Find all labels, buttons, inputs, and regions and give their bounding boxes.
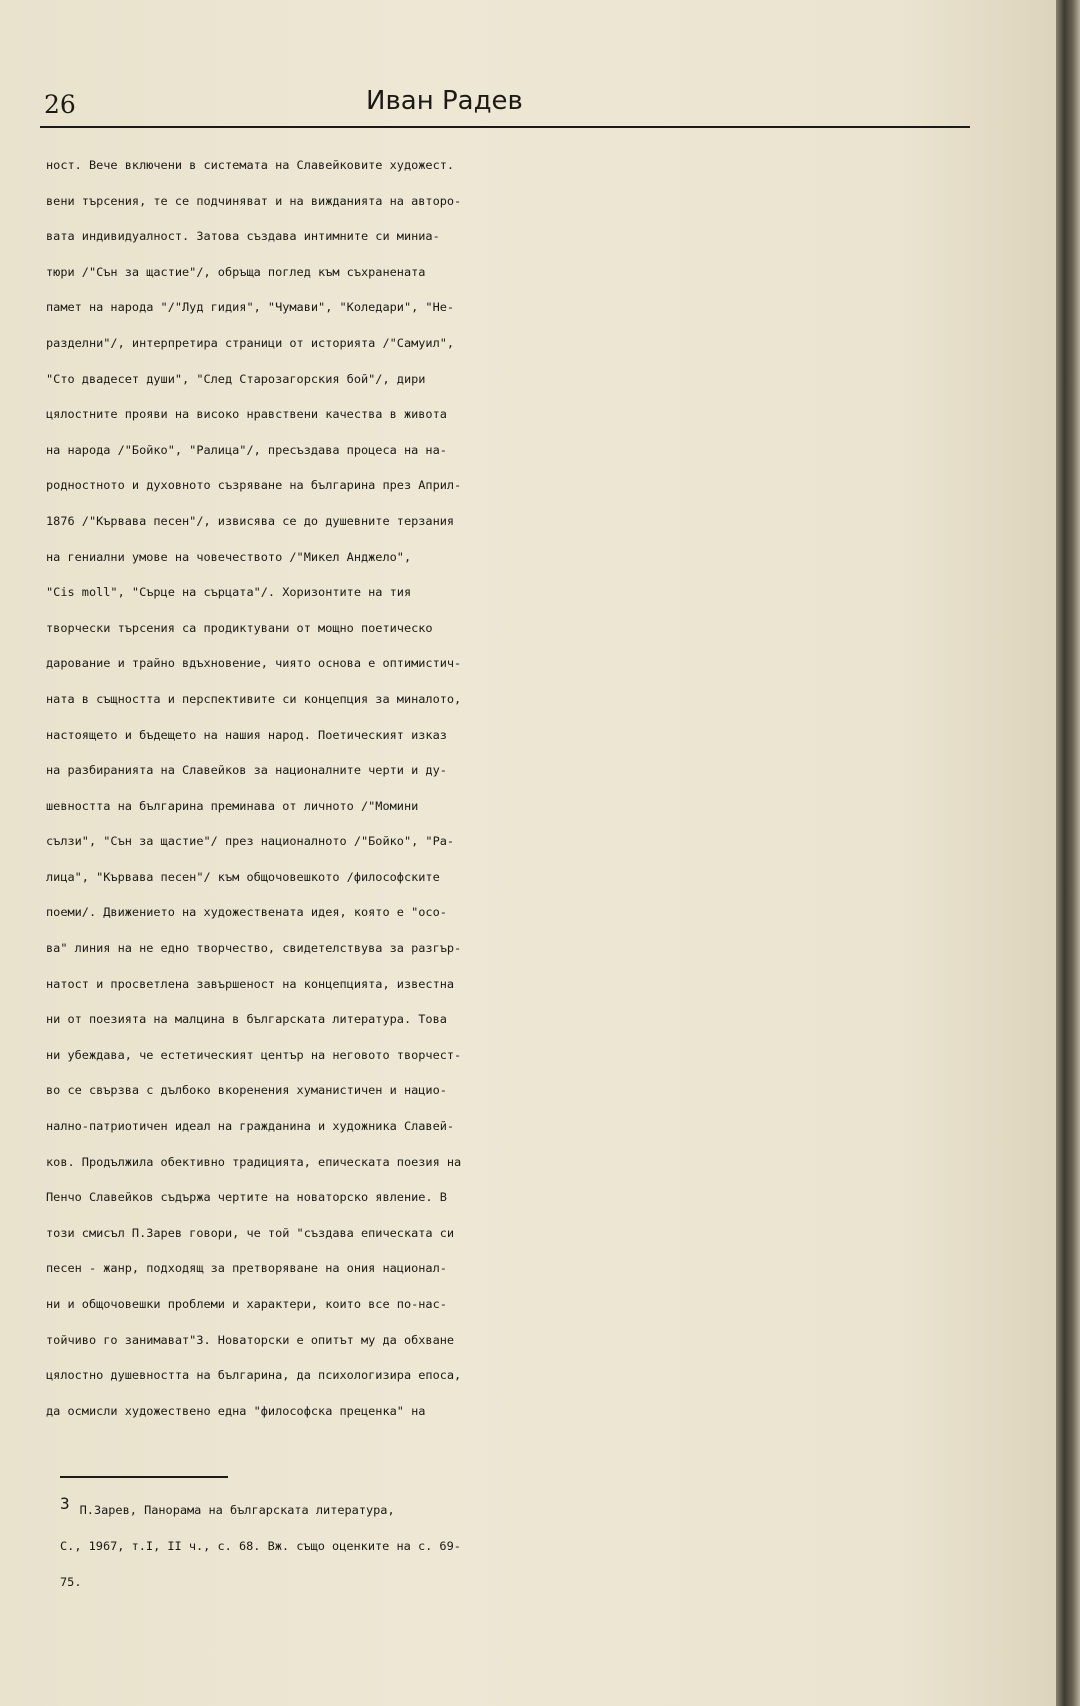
text-line: тойчиво го занимават"3. Новаторски е опитът му да обхване bbox=[46, 1332, 455, 1347]
text-line: на народа /"Бойко", "Ралица"/, пресъздава процеса на на- bbox=[46, 442, 447, 457]
text-line: родностното и духовното съзряване на българина през Април- bbox=[46, 478, 462, 493]
text-line: натост и просветлена завършеност на концепцията, известна bbox=[46, 976, 455, 991]
text-line: нално-патриотичен идеал на гражданина и художника Славей- bbox=[46, 1119, 455, 1134]
footnote-line: С., 1967, т.I, II ч., с. 68. Вж. също оценките на с. 69- bbox=[60, 1539, 461, 1553]
text-line: на разбиранията на Славейков за националните черти и ду- bbox=[46, 763, 447, 778]
text-line: памет на народа "/"Луд гидия", "Чумави", "Коледари", "Не- bbox=[46, 300, 455, 315]
text-line: ни и общочовешки проблеми и характери, които все по-нас- bbox=[46, 1297, 447, 1311]
footnote-marker: 3 bbox=[60, 1494, 70, 1513]
book-spine bbox=[1056, 0, 1080, 1706]
body-text bbox=[46, 148, 1006, 1429]
text-line: вени търсения, те се подчиняват и на вижданията на авторо- bbox=[46, 193, 462, 208]
text-line: да осмисли художествено една "философска преценка" на bbox=[46, 1403, 426, 1418]
text-line: ни от поезията на малцина в българската литература. Това bbox=[46, 1012, 447, 1027]
text-line: "Сто двадесет души", "След Старозагорския бой"/, дири bbox=[46, 371, 426, 386]
text-line: творчески търсения са продиктувани от мощно поетическо bbox=[46, 620, 433, 635]
footnote-rule bbox=[60, 1476, 228, 1478]
text-line: поеми/. Движението на художествената идея, която е "осо- bbox=[46, 905, 447, 920]
text-line: ва" линия на не едно творчество, свидетелствува за разгър- bbox=[46, 941, 462, 956]
text-line: Пенчо Славейков съдържа чертите на новаторско явление. В bbox=[46, 1190, 447, 1205]
text-line: ков. Продължила обективно традицията, епическата поезия на bbox=[46, 1154, 462, 1169]
page-number: 26 bbox=[44, 90, 76, 119]
text-line: разделни"/, интерпретира страници от историята /"Самуил", bbox=[46, 335, 455, 350]
footnote-line bbox=[60, 1492, 1020, 1528]
text-line: дарование и трайно вдъхновение, чиято основа е оптимистич- bbox=[46, 656, 462, 671]
footnote-text: П.Зарев, Панорама на българската литература, bbox=[79, 1503, 395, 1517]
text-line: во се свързва с дълбоко вкоренения хуманистичен и нацио- bbox=[46, 1083, 447, 1098]
text-line: вата индивидуалност. Затова създава интимните си миниа- bbox=[46, 229, 440, 244]
text-line: песен - жанр, подходящ за претворяване на ония национал- bbox=[46, 1261, 447, 1276]
text-line: на гениални умове на човечеството /"Микел Анджело", bbox=[46, 549, 412, 564]
text-line: "Cis moll", "Сърце на сърцата"/. Хоризонтите на тия bbox=[46, 585, 412, 600]
text-line: ност. Вече включени в системата на Славейковите художест. bbox=[46, 158, 455, 172]
footnote bbox=[60, 1492, 1020, 1600]
text-line: цялостно душевността на българина, да психологизира епоса, bbox=[46, 1368, 462, 1383]
text-line: цялостните прояви на високо нравствени качества в живота bbox=[46, 407, 447, 422]
text-line: настоящето и бъдещето на нашия народ. Поетическият изказ bbox=[46, 727, 447, 742]
text-line: ни убеждава, че естетическият център на неговото творчест- bbox=[46, 1047, 462, 1062]
running-title: Иван Радев bbox=[366, 86, 523, 116]
text-line: тюри /"Сън за щастие"/, обръща поглед към съхранената bbox=[46, 264, 426, 279]
text-line: сълзи", "Сън за щастие"/ през националното /"Бойко", "Ра- bbox=[46, 834, 455, 849]
page-header bbox=[40, 86, 970, 128]
text-line: ната в същността и перспективите си концепция за миналото, bbox=[46, 691, 462, 706]
footnote-line: 75. bbox=[60, 1575, 82, 1589]
text-line: лица", "Кървава песен"/ към общочовешкото /философските bbox=[46, 869, 440, 884]
text-line: шевността на българина преминава от личното /"Момини bbox=[46, 798, 419, 813]
text-line: 1876 /"Кървава песен"/, извисява се до душевните терзания bbox=[46, 513, 455, 528]
text-line: този смисъл П.Зарев говори, че той "създава епическата си bbox=[46, 1225, 455, 1240]
